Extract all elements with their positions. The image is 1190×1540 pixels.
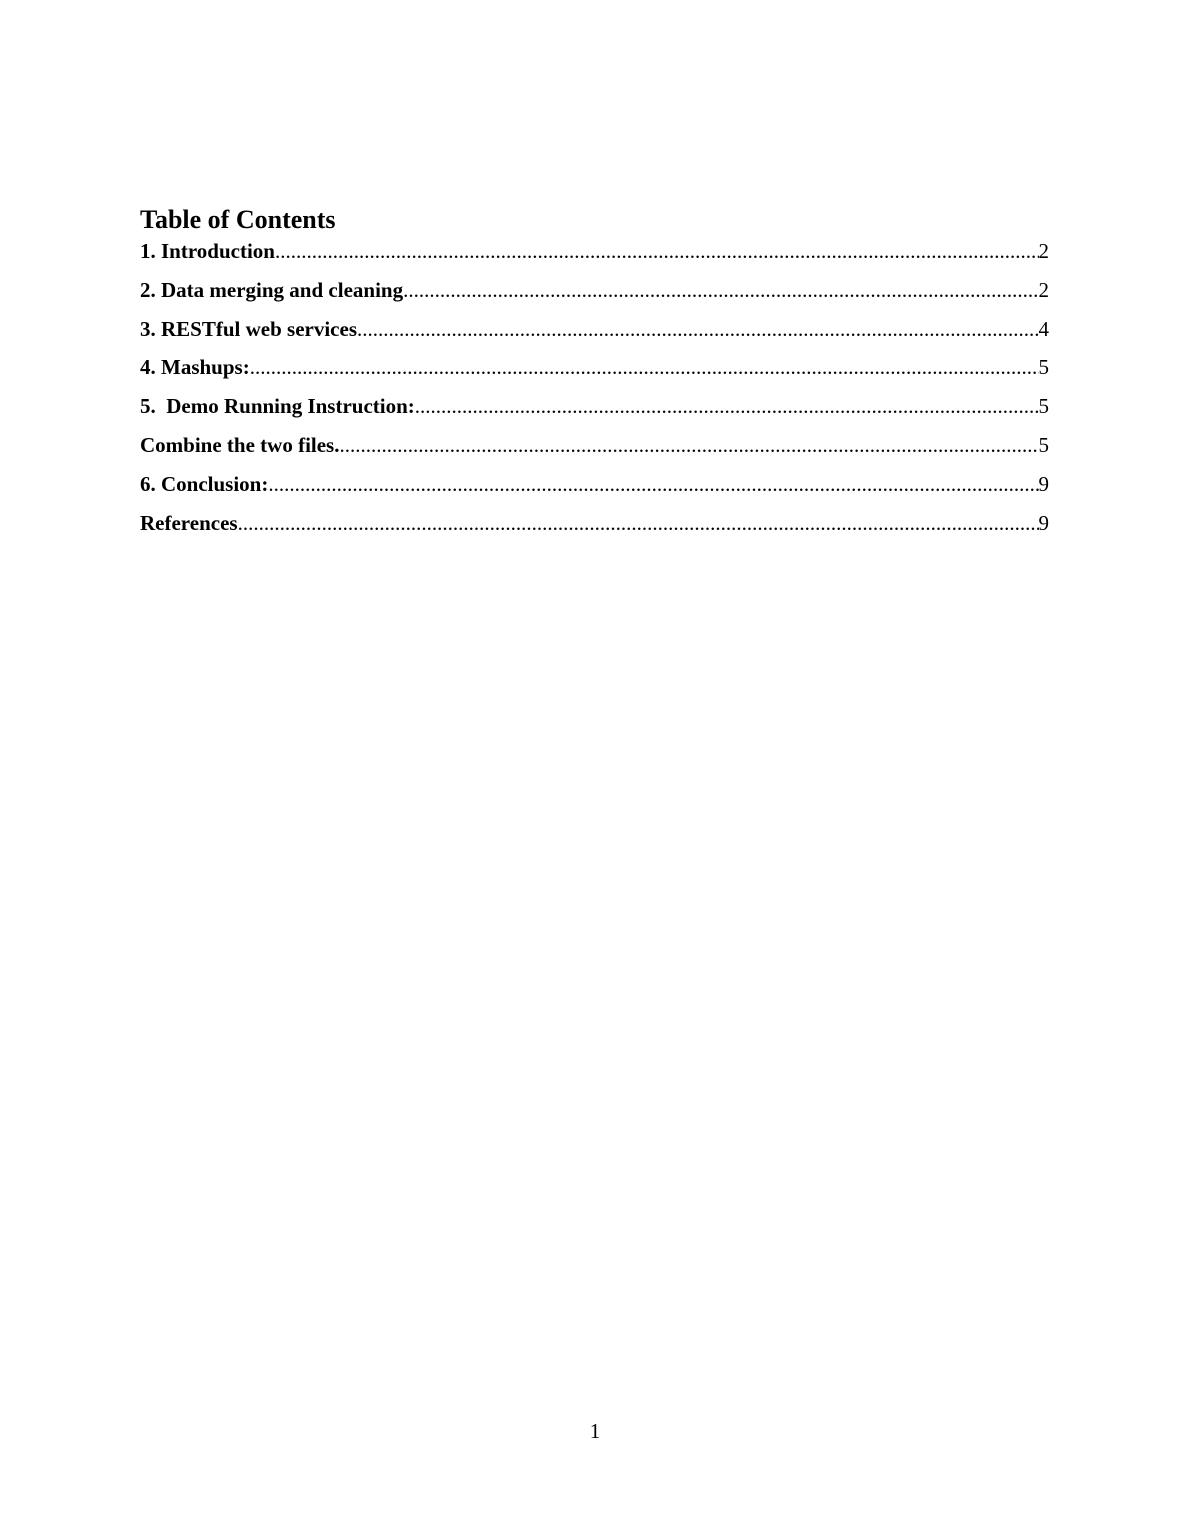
toc-entry-label: 2. Data merging and cleaning <box>140 277 404 302</box>
toc-entry-data-merging[interactable] <box>140 275 1049 314</box>
toc-dot-leader <box>275 236 1039 266</box>
toc-dot-leader <box>357 314 1039 344</box>
toc-entry-label: 1. Introduction <box>140 239 275 263</box>
toc-entry-demo-running-instruction[interactable] <box>140 391 1049 430</box>
toc-list <box>140 236 1049 546</box>
toc-entry-label: 4. Mashups: <box>140 355 250 380</box>
toc-entry-label: 6. Conclusion: <box>140 471 269 496</box>
toc-dot-leader <box>403 275 1038 305</box>
toc-dot-leader <box>339 430 1038 460</box>
toc-entry-page: 5 <box>1038 394 1049 419</box>
toc-entry-label: References <box>140 510 238 535</box>
toc-dot-leader <box>250 352 1039 382</box>
toc-entry-page: 2 <box>1038 277 1049 302</box>
toc-dot-leader <box>268 469 1038 499</box>
toc-entry-page: 5 <box>1038 432 1049 457</box>
toc-entry-label: Combine the two files. <box>140 432 340 457</box>
toc-entry-mashups[interactable] <box>140 352 1049 391</box>
toc-entry-page: 4 <box>1038 316 1049 341</box>
toc-entry-page: 9 <box>1038 510 1049 535</box>
toc-entry-label: 3. RESTful web services <box>140 316 357 341</box>
toc-entry-introduction[interactable] <box>140 236 1049 275</box>
toc-entry-page: 2 <box>1038 239 1049 263</box>
toc-entry-page: 5 <box>1038 355 1049 380</box>
toc-dot-leader <box>238 508 1039 538</box>
toc-dot-leader <box>415 391 1039 421</box>
table-of-contents <box>140 202 1049 546</box>
toc-entry-conclusion[interactable] <box>140 469 1049 508</box>
toc-title: Table of Contents <box>140 205 336 234</box>
toc-entry-combine-files[interactable] <box>140 430 1049 469</box>
toc-entry-restful-web-services[interactable] <box>140 314 1049 353</box>
toc-entry-page: 9 <box>1038 471 1049 496</box>
toc-entry-label: 5. Demo Running Instruction: <box>140 394 415 419</box>
page-number: 1 <box>589 1419 601 1443</box>
toc-entry-references[interactable] <box>140 508 1049 547</box>
